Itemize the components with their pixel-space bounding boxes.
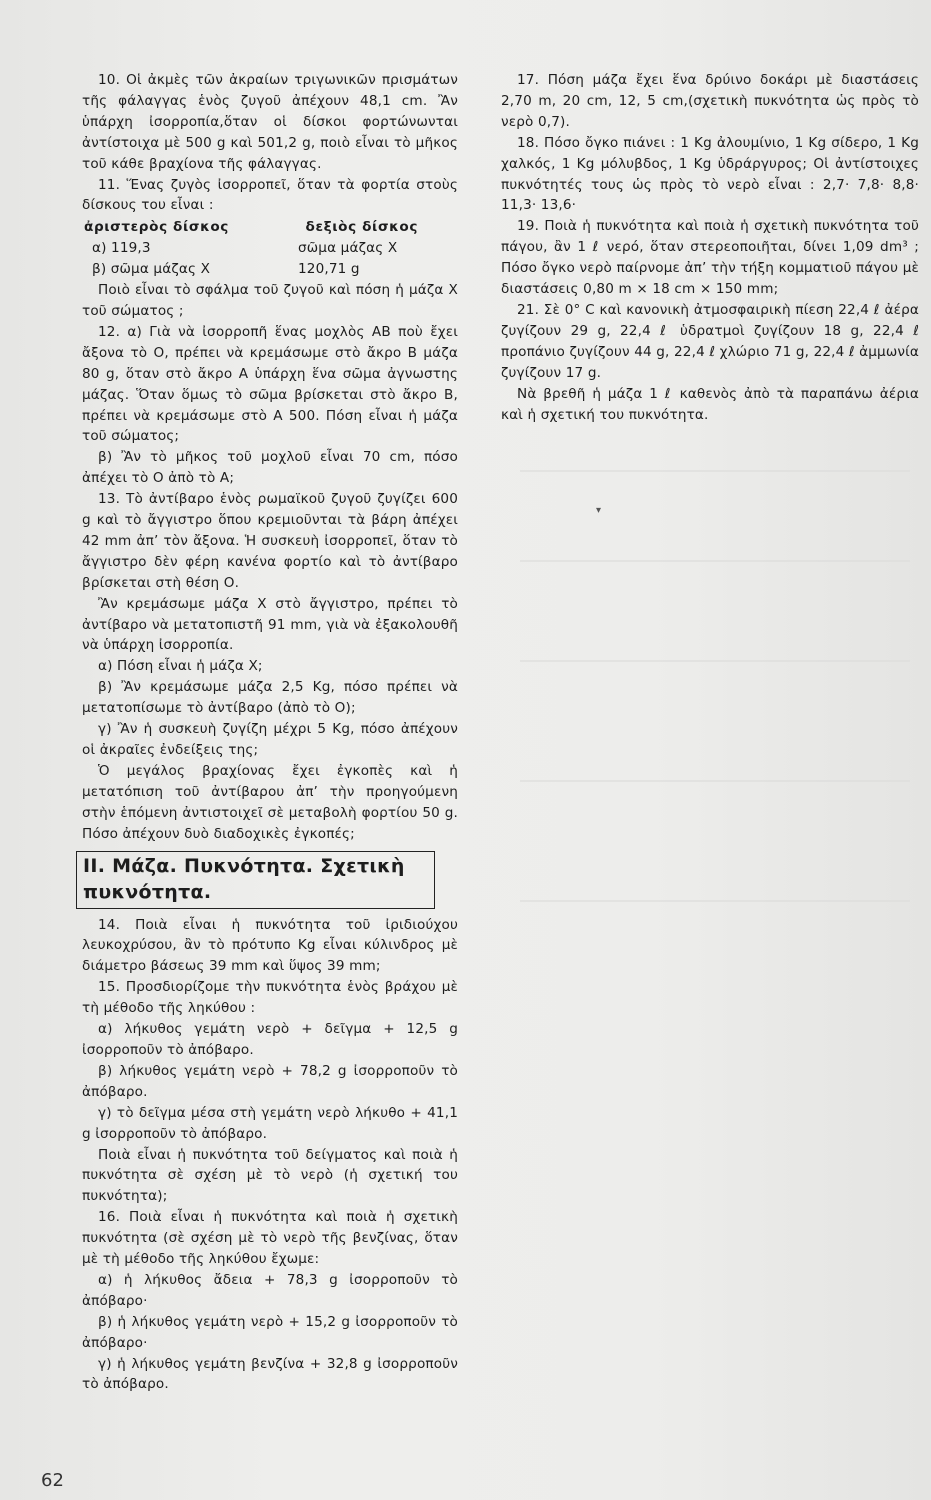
exercise-12b: β) Ἂν τὸ μῆκος τοῦ μοχλοῦ εἶναι 70 cm, πόσο ἀπέχει τὸ Ο ἀπὸ τὸ Α; — [82, 449, 458, 487]
exercise-15-a: α) λήκυθος γεμάτη νερὸ + δεῖγμα + 12,5 g ἰσορροποῦν τὸ ἀπόβαρο. — [82, 1021, 458, 1058]
exercise-13-d: Ὁ μεγάλος βραχίονας ἔχει ἐγκοπὲς καὶ ἡ μετατόπιση τοῦ ἀντίβαρου ἀπ’ τὴν προηγούμενη στὴν ἑπόμενη ἀντιστοιχεῖ σὲ μεταβολὴ φορτίου 50 g. Πόσο ἀπέχουν δυὸ διαδοχικὲς ἐγκοπές; — [82, 762, 458, 842]
exercise-16-a: α) ἡ λήκυθος ἄδεια + 78,3 g ἰσορροποῦν τὸ ἀπόβαρο· — [82, 1271, 458, 1309]
table-cell: σῶμα μάζας X — [298, 240, 398, 257]
exercise-15-b: β) λήκυθος γεμάτη νερὸ + 78,2 g ἰσορροποῦν τὸ ἀπόβαρο. — [82, 1062, 458, 1100]
show-through-line — [520, 660, 910, 662]
exercise-13-text: Ἂν κρεμάσωμε μάζα X στὸ ἄγγιστρο, πρέπει τὸ ἀντίβαρο νὰ μετατοπιστῆ 91 mm, γιὰ νὰ ἐξακολουθῆ νὰ ὑπάρχη ἰσορροπία. — [82, 595, 458, 654]
section-title: II. Μάζα. Πυκνότητα. Σχετικὴ πυκνότητα. — [76, 851, 435, 909]
exercise-15-c: γ) τὸ δεῖγμα μέσα στὴ γεμάτη νερὸ λήκυθο + 41,1 g ἰσορροποῦν τὸ ἀπόβαρο. — [82, 1104, 458, 1142]
exercise-15: 15. Προσδιορίζομε τὴν πυκνότητα ἑνὸς βράχου μὲ τὴ μέθοδο τῆς ληκύθου : — [82, 979, 458, 1017]
table-head-left: ἀριστερὸς δίσκος — [84, 219, 229, 236]
exercise-12a: 12. α) Γιὰ νὰ ἰσορροπῆ ἕνας μοχλὸς ΑΒ ποὺ ἔχει ἄξονα τὸ Ο, πρέπει νὰ κρεμάσωμε στὸ ἄκρο Β μάζα 80 g, ὅταν στὸ ἄκρο Α ὑπάρχη ἕνα σῶμα ἀγνωστης μάζας. Ὅταν ὅμως τὸ σῶμα βρίσκεται στὸ ἄκρο Β, πρέπει νὰ κρεμάσωμε στὸ Α 500. Πόση εἶναι ἡ μάζα τοῦ σώματος; — [82, 323, 458, 445]
table-cell: α) 119,3 — [92, 240, 151, 257]
exercise-21-question: Νὰ βρεθῆ ἡ μάζα 1 ℓ καθενὸς ἀπὸ τὰ παραπάνω ἀέρια καὶ ἡ σχετική του πυκνότητα. — [501, 385, 919, 423]
exercise-15-question: Ποιὰ εἶναι ἡ πυκνότητα τοῦ δείγματος καὶ ποιὰ ἡ πυκνότητα σὲ σχέση μὲ τὸ νερὸ (ἡ σχετική του πυκνότητα); — [82, 1146, 458, 1205]
exercise-13-b: β) Ἂν κρεμάσωμε μάζα 2,5 Kg, πόσο πρέπει νὰ μετατοπίσωμε τὸ ἀντίβαρο (ἀπὸ τὸ Ο); — [82, 679, 458, 717]
table-row — [82, 259, 458, 280]
table-cell: β) σῶμα μάζας X — [92, 261, 211, 278]
exercise-13: 13. Τὸ ἀντίβαρο ἑνὸς ρωμαϊκοῦ ζυγοῦ ζυγίζει 600 g καὶ τὸ ἄγγιστρο ὅπου κρεμιοῦνται τὰ βάρη ἀπέχει 42 mm ἀπ’ τὸν ἄξονα. Ἡ συσκευὴ ἰσορροπεῖ, ὅταν τὸ ἄγγιστρο δὲν φέρη κανένα φορτίο καὶ τὸ ἀντίβαρο βρίσκεται στὴ θέση Ο. — [82, 491, 458, 591]
exercise-11-question: Ποιὸ εἶναι τὸ σφάλμα τοῦ ζυγοῦ καὶ πόση ἡ μάζα X τοῦ σώματος ; — [82, 282, 458, 319]
exercise-17: 17. Πόση μάζα ἔχει ἕνα δρύινο δοκάρι μὲ διαστάσεις 2,70 m, 20 cm, 12, 5 cm,(σχετικὴ πυκνότητα ὡς πρὸς τὸ νερὸ 0,7). — [501, 72, 919, 130]
right-column — [501, 70, 919, 425]
show-through-line — [520, 560, 910, 562]
exercise-13-a: α) Πόση εἶναι ἡ μάζα X; — [98, 658, 263, 675]
exercise-16-c: γ) ἡ λήκυθος γεμάτη βενζίνα + 32,8 g ἰσορροποῦν τὸ ἀπόβαρο. — [82, 1355, 458, 1393]
exercise-10: 10. Οἱ ἀκμὲς τῶν ἀκραίων τριγωνικῶν πρισμάτων τῆς φάλαγγας ἑνὸς ζυγοῦ ἀπέχουν 48,1 cm. Ἂν ὑπάρχη ἰσορροπία,ὅταν οἱ δίσκοι φορτώνωνται ἀντίστοιχα μὲ 500 g καὶ 501,2 g, ποιὸ εἶναι τὸ μῆκος τοῦ κάθε βραχίονα τῆς φάλαγγας. — [82, 72, 458, 172]
exercise-11: 11. Ἕνας ζυγὸς ἰσορροπεῖ, ὅταν τὰ φορτία στοὺς δίσκους του εἶναι : — [82, 176, 458, 214]
ink-mark: ▾ — [596, 505, 602, 516]
exercise-14: 14. Ποιὰ εἶναι ἡ πυκνότητα τοῦ ἰριδιούχου λευκοχρύσου, ἂν τὸ πρότυπο Kg εἶναι κύλινδρος μὲ διάμετρο βάσεως 39 mm καὶ ὕψος 39 mm; — [82, 916, 458, 975]
exercise-13-c: γ) Ἂν ἡ συσκευὴ ζυγίζη μέχρι 5 Kg, πόσο ἀπέχουν οἱ ἀκραῖες ἐνδείξεις της; — [82, 721, 458, 758]
table-cell: 120,71 g — [298, 261, 360, 278]
show-through-line — [520, 780, 910, 782]
show-through-line — [520, 900, 910, 902]
left-column — [82, 70, 458, 1395]
exercise-19: 19. Ποιὰ ἡ πυκνότητα καὶ ποιὰ ἡ σχετικὴ πυκνότητα τοῦ πάγου, ἂν 1 ℓ νερό, ὅταν στερεοποιῆται, δίνει 1,09 dm³ ; Πόσο ὄγκο νερὸ παίρνομε ἀπ’ τὴν τήξη κομματιοῦ πάγου μὲ διαστάσεις 0,80 m × 18 cm × 150 mm; — [501, 218, 919, 298]
table-header — [82, 217, 458, 238]
table-head-right: δεξιὸς δίσκος — [305, 219, 418, 236]
exercise-16: 16. Ποιὰ εἶναι ἡ πυκνότητα καὶ ποιὰ ἡ σχετικὴ πυκνότητα (σὲ σχέση μὲ τὸ νερὸ τῆς βενζίνας, ὅταν μὲ τὴ μέθοδο τῆς ληκύθου ἔχωμε: — [82, 1209, 458, 1268]
table-row — [82, 238, 458, 259]
exercise-21: 21. Σὲ 0° C καὶ κανονικὴ ἀτμοσφαιρικὴ πίεση 22,4 ℓ ἀέρα ζυγίζουν 29 g, 22,4 ℓ ὑδρατμοὶ ζυγίζουν 18 g, 22,4 ℓ προπάνιο ζυγίζουν 44 g, 22,4 ℓ χλώριο 71 g, 22,4 ℓ ἀμμωνία ζυγίζουν 17 g. — [501, 301, 919, 381]
page-number: 62 — [41, 1470, 64, 1491]
show-through-line — [520, 470, 910, 472]
exercise-18: 18. Πόσο ὄγκο πιάνει : 1 Kg ἀλουμίνιο, 1 Kg σίδερο, 1 Kg χαλκός, 1 Kg μόλυβδος, 1 Kg ὑδράργυρος; Οἱ ἀντίστοιχες πυκνότητές τους ὡς πρὸς τὸ νερὸ εἶναι : 2,7· 7,8· 8,8· 11,3· 13,6· — [501, 134, 919, 214]
exercise-16-b: β) ἡ λήκυθος γεμάτη νερὸ + 15,2 g ἰσορροποῦν τὸ ἀπόβαρο· — [82, 1313, 458, 1351]
